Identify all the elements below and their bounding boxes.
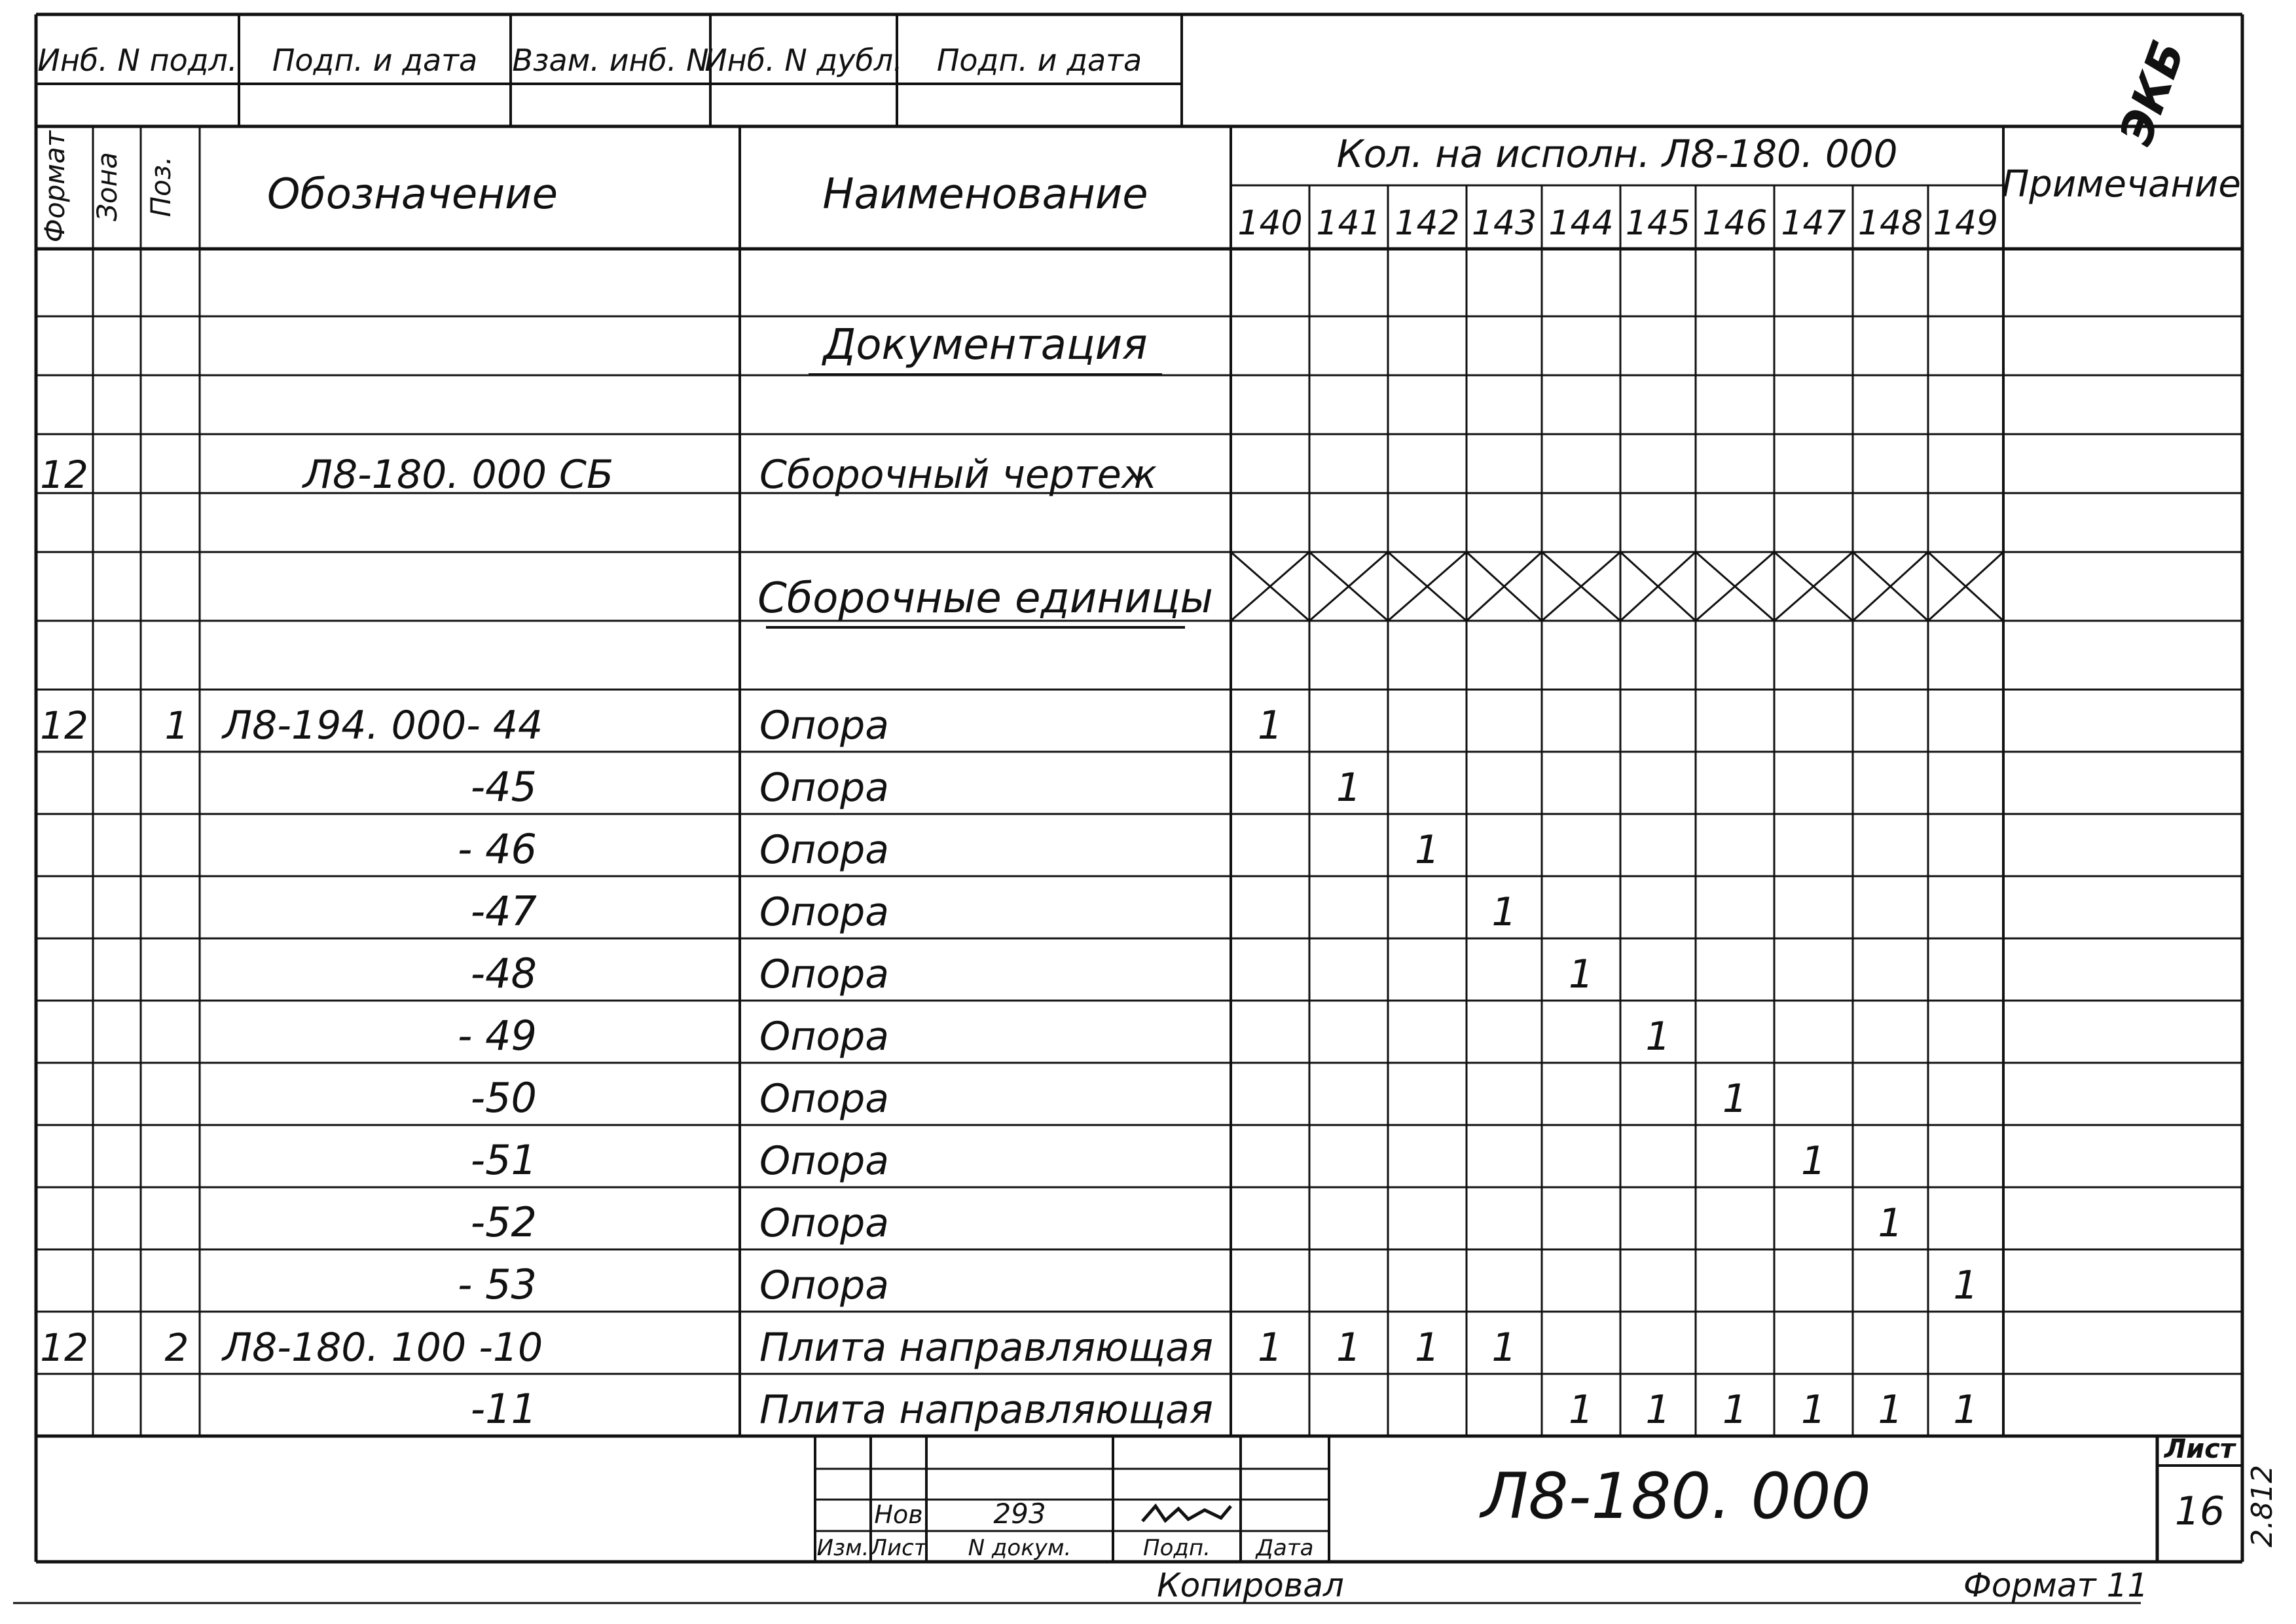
format-label: Формат 11	[1963, 1566, 2149, 1604]
designation-cell: Л8-180. 000 СБ	[302, 452, 614, 498]
name-cell: Плита направляющая	[759, 1387, 1214, 1433]
quantity-cell: 1	[1568, 951, 1594, 997]
quantity-cell: 1	[1491, 889, 1517, 935]
position-cell: 2	[164, 1325, 189, 1370]
header-pos: Поз.	[145, 156, 177, 217]
margin-mark: 2.812	[2246, 1465, 2279, 1547]
quantity-cell: 1	[1645, 1014, 1671, 1060]
variant-147: 147	[1781, 204, 1846, 243]
name-cell: Опора	[759, 1014, 890, 1060]
header-note: Примечание	[2001, 163, 2241, 206]
name-cell: Опора	[759, 703, 890, 748]
sheet-text	[37, 34, 2279, 1604]
stamp-label: Взам. инб. N	[512, 43, 709, 78]
quantity-cell: 1	[1722, 1387, 1748, 1433]
quantity-cell: 1	[1800, 1387, 1827, 1433]
designation-cell: -47	[470, 887, 537, 935]
designation-cell: Л8-194. 000- 44	[223, 703, 543, 748]
variant-141: 141	[1316, 204, 1381, 243]
name-cell: Опора	[759, 827, 890, 873]
corner-mark: ЭКБ	[2109, 33, 2196, 152]
signature	[1142, 1506, 1231, 1521]
title-block-label: Изм.	[816, 1535, 869, 1561]
variant-145: 145	[1625, 204, 1691, 243]
format-cell: 12	[40, 452, 88, 497]
header-name: Наименование	[822, 170, 1148, 219]
designation-cell: -52	[470, 1198, 537, 1246]
stamp-label: Подп. и дата	[936, 43, 1142, 78]
format-cell: 12	[40, 703, 88, 748]
quantity-cell: 1	[1414, 827, 1440, 873]
stamp-label: Подп. и дата	[272, 43, 478, 78]
quantity-cell: 1	[1336, 765, 1362, 811]
quantity-cell: 1	[1257, 703, 1283, 748]
variant-148: 148	[1857, 204, 1923, 243]
quantity-cell: 1	[1953, 1387, 1978, 1433]
quantity-cell: 1	[1491, 1325, 1517, 1371]
quantity-cell: 1	[1722, 1076, 1748, 1122]
change-doc: 293	[993, 1498, 1046, 1530]
document-code: Л8-180. 000	[1481, 1460, 1871, 1533]
section-documentation: Документация	[823, 321, 1148, 369]
title-block-label: N докум.	[968, 1535, 1072, 1561]
quantity-cell: 1	[1953, 1263, 1978, 1308]
name-cell: Плита направляющая	[759, 1325, 1214, 1371]
designation-cell: - 53	[458, 1261, 537, 1308]
position-cell: 1	[164, 703, 189, 748]
name-cell: Сборочный чертеж	[759, 452, 1157, 498]
variant-140: 140	[1237, 204, 1303, 243]
quantity-cell: 1	[1878, 1387, 1903, 1433]
copied-label: Копировал	[1157, 1566, 1344, 1604]
title-block-label: Дата	[1256, 1535, 1314, 1561]
designation-cell: -48	[470, 950, 537, 997]
designation-cell: - 49	[458, 1012, 537, 1060]
name-cell: Опора	[759, 951, 890, 997]
name-cell: Опора	[759, 1263, 890, 1308]
title-block-label: Подп.	[1143, 1535, 1211, 1561]
format-cell: 12	[40, 1325, 88, 1370]
sheet-number: 16	[2174, 1488, 2225, 1534]
variant-146: 146	[1702, 204, 1768, 243]
title-block-label: Лист	[870, 1535, 927, 1561]
quantity-cell: 1	[1336, 1325, 1362, 1371]
name-cell: Опора	[759, 889, 890, 935]
quantity-cell: 1	[1645, 1387, 1671, 1433]
name-cell: Опора	[759, 1076, 890, 1122]
designation-cell: - 46	[458, 825, 537, 873]
sheet-label: Лист	[2164, 1434, 2236, 1464]
name-cell: Опора	[759, 1200, 890, 1246]
change-sheet: Нов	[874, 1500, 923, 1529]
header-designation: Обозначение	[266, 170, 558, 219]
variant-149: 149	[1933, 204, 1999, 243]
designation-cell: -45	[470, 763, 537, 811]
designation-cell: Л8-180. 100 -10	[223, 1325, 543, 1371]
designation-cell: -11	[470, 1385, 537, 1433]
header-format: Формат	[39, 130, 71, 243]
quantity-cell: 1	[1568, 1387, 1594, 1433]
designation-cell: -51	[470, 1136, 537, 1184]
name-cell: Опора	[759, 765, 890, 811]
quantity-cell: 1	[1257, 1325, 1283, 1371]
quantity-cell: 1	[1414, 1325, 1440, 1371]
header-zone: Зона	[91, 152, 123, 221]
stamp-label: Инб. N дубл.	[704, 43, 903, 78]
variant-142: 142	[1394, 204, 1460, 243]
name-cell: Опора	[759, 1138, 890, 1184]
variant-144: 144	[1548, 204, 1614, 243]
header-qty: Кол. на исполн. Л8-180. 000	[1336, 132, 1898, 176]
section-assembly-units: Сборочные единицы	[757, 574, 1213, 623]
quantity-cell: 1	[1878, 1200, 1903, 1246]
stamp-label: Инб. N подл.	[37, 43, 238, 78]
designation-cell: -50	[470, 1074, 537, 1122]
quantity-cell: 1	[1800, 1138, 1827, 1184]
variant-143: 143	[1471, 204, 1537, 243]
